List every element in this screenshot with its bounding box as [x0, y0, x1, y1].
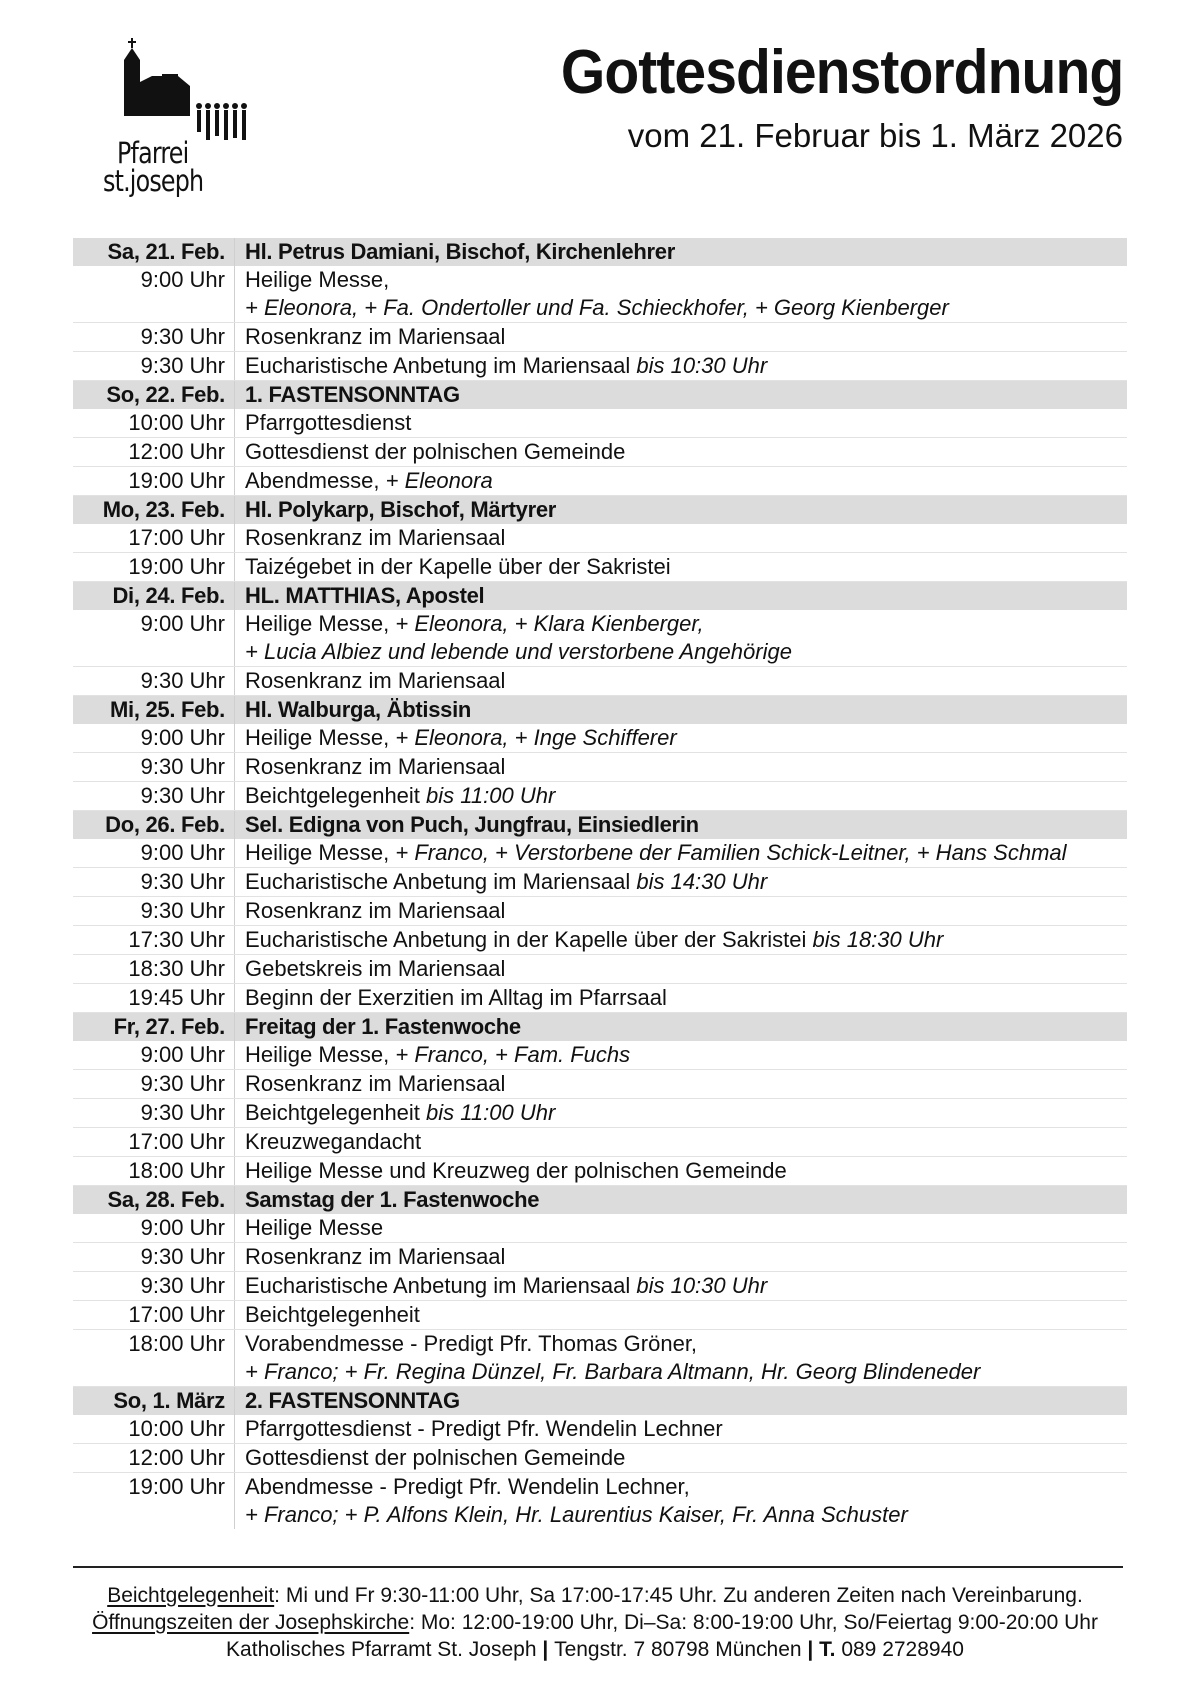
event-note: + Eleonora, + Inge Schifferer — [395, 725, 677, 750]
page-title: Gottesdienstordnung — [560, 38, 1123, 107]
day-header-row — [73, 496, 1127, 525]
event-line — [245, 1099, 1127, 1127]
event-text: Pfarrgottesdienst - Predigt Pfr. Wendelin Lechner — [245, 1416, 723, 1441]
event-row — [73, 1301, 1127, 1330]
event-line — [245, 1473, 1127, 1501]
event-time: 9:30 Uhr — [73, 1243, 235, 1272]
event-time: 9:30 Uhr — [73, 1099, 235, 1128]
event-line — [245, 409, 1127, 437]
footer-phone-label: T. — [819, 1638, 836, 1661]
event-text: Heilige Messe, — [245, 611, 390, 636]
day-date: Fr, 27. Feb. — [73, 1013, 235, 1042]
event-line — [245, 667, 1127, 695]
footer-contact — [0, 1636, 1190, 1663]
event-time: 17:00 Uhr — [73, 1128, 235, 1157]
event-line — [245, 868, 1127, 896]
event-text: Pfarrgottesdienst — [245, 410, 412, 435]
event-intentions: + Lucia Albiez und lebende und verstorbene Angehörige — [245, 639, 792, 664]
event-row — [73, 984, 1127, 1013]
footer-divider — [73, 1566, 1123, 1568]
event-row — [73, 1415, 1127, 1444]
event-line — [245, 1041, 1127, 1069]
day-title: Hl. Petrus Damiani, Bischof, Kirchenlehrer — [235, 238, 1128, 266]
event-line — [245, 984, 1127, 1012]
event-text: Taizégebet in der Kapelle über der Sakristei — [245, 554, 671, 579]
event-description — [235, 1444, 1128, 1473]
day-title: 2. FASTENSONNTAG — [235, 1387, 1128, 1416]
event-description — [235, 1157, 1128, 1186]
event-row — [73, 1041, 1127, 1070]
day-header-row — [73, 811, 1127, 840]
event-row — [73, 753, 1127, 782]
event-row — [73, 610, 1127, 667]
event-line — [245, 782, 1127, 810]
event-description — [235, 897, 1128, 926]
event-row — [73, 352, 1127, 381]
event-text: Rosenkranz im Mariensaal — [245, 1244, 506, 1269]
event-row — [73, 1473, 1127, 1530]
day-title: Hl. Polykarp, Bischof, Märtyrer — [235, 496, 1128, 525]
event-time: 9:00 Uhr — [73, 724, 235, 753]
event-description — [235, 1128, 1128, 1157]
event-row — [73, 667, 1127, 696]
event-note: bis 11:00 Uhr — [426, 1100, 556, 1125]
event-line — [245, 352, 1127, 380]
event-time: 9:30 Uhr — [73, 1272, 235, 1301]
event-description — [235, 724, 1128, 753]
event-line — [245, 926, 1127, 954]
event-description — [235, 1243, 1128, 1272]
event-text: Heilige Messe und Kreuzweg der polnischen Gemeinde — [245, 1158, 787, 1183]
event-row — [73, 1444, 1127, 1473]
day-title: Samstag der 1. Fastenwoche — [235, 1186, 1128, 1215]
event-time: 9:00 Uhr — [73, 1214, 235, 1243]
event-time: 17:30 Uhr — [73, 926, 235, 955]
event-note: bis 18:30 Uhr — [812, 927, 944, 952]
event-intentions: + Eleonora, + Fa. Ondertoller und Fa. Schieckhofer, + Georg Kienberger — [245, 295, 949, 320]
event-description — [235, 524, 1128, 553]
event-line — [245, 955, 1127, 983]
event-text: Eucharistische Anbetung im Mariensaal — [245, 869, 631, 894]
event-row — [73, 323, 1127, 352]
event-row — [73, 467, 1127, 496]
day-header-row — [73, 582, 1127, 611]
event-row — [73, 409, 1127, 438]
event-text: Kreuzwegandacht — [245, 1129, 422, 1154]
parish-logo — [100, 36, 280, 206]
event-time: 17:00 Uhr — [73, 524, 235, 553]
event-line — [245, 1157, 1127, 1185]
day-title: Hl. Walburga, Äbtissin — [235, 696, 1128, 725]
event-line — [245, 1070, 1127, 1098]
event-text: Rosenkranz im Mariensaal — [245, 754, 506, 779]
event-line — [245, 1243, 1127, 1271]
event-text: Heilige Messe, — [245, 725, 390, 750]
event-time: 19:00 Uhr — [73, 467, 235, 496]
event-description — [235, 926, 1128, 955]
event-description — [235, 955, 1128, 984]
event-time: 9:30 Uhr — [73, 782, 235, 811]
event-time: 9:00 Uhr — [73, 266, 235, 323]
event-description — [235, 1099, 1128, 1128]
logo-text-stjoseph: st.joseph — [103, 164, 204, 198]
event-note: + Franco, + Fam. Fuchs — [395, 1042, 631, 1067]
event-row — [73, 1330, 1127, 1387]
event-description — [235, 266, 1128, 323]
day-date: Sa, 28. Feb. — [73, 1186, 235, 1215]
event-line — [245, 1128, 1127, 1156]
event-row — [73, 1099, 1127, 1128]
event-description — [235, 1473, 1128, 1530]
event-line — [245, 1415, 1127, 1443]
footer-confession — [0, 1582, 1190, 1609]
event-text: Vorabendmesse - Predigt Pfr. Thomas Gröner, — [245, 1331, 698, 1356]
event-time: 17:00 Uhr — [73, 1301, 235, 1330]
event-text: Eucharistische Anbetung im Mariensaal — [245, 1273, 631, 1298]
event-time: 19:00 Uhr — [73, 553, 235, 582]
event-line — [245, 724, 1127, 752]
event-note: bis 10:30 Uhr — [636, 1273, 768, 1298]
footer-office-label: Katholisches Pfarramt St. Joseph — [226, 1638, 537, 1661]
event-text: Beichtgelegenheit — [245, 1302, 420, 1327]
event-time: 10:00 Uhr — [73, 1415, 235, 1444]
day-title: HL. MATTHIAS, Apostel — [235, 582, 1128, 611]
event-text: Beichtgelegenheit — [245, 1100, 420, 1125]
event-line — [245, 467, 1127, 495]
event-text: Rosenkranz im Mariensaal — [245, 668, 506, 693]
event-time: 9:30 Uhr — [73, 323, 235, 352]
event-time: 12:00 Uhr — [73, 438, 235, 467]
footer-address: Tengstr. 7 80798 München — [554, 1638, 802, 1661]
event-text: Rosenkranz im Mariensaal — [245, 898, 506, 923]
event-time: 9:30 Uhr — [73, 753, 235, 782]
event-time: 9:30 Uhr — [73, 897, 235, 926]
footer-opening-hours — [0, 1609, 1190, 1636]
day-header-row — [73, 1186, 1127, 1215]
event-description — [235, 868, 1128, 897]
day-date: Mo, 23. Feb. — [73, 496, 235, 525]
event-description — [235, 323, 1128, 352]
event-row — [73, 955, 1127, 984]
event-description — [235, 1415, 1128, 1444]
day-title: 1. FASTENSONNTAG — [235, 381, 1128, 410]
event-line — [245, 839, 1127, 867]
day-header-row — [73, 696, 1127, 725]
event-time: 10:00 Uhr — [73, 409, 235, 438]
event-row — [73, 553, 1127, 582]
page-subtitle: vom 21. Februar bis 1. März 2026 — [627, 117, 1123, 154]
event-row — [73, 724, 1127, 753]
footer-separator: | — [536, 1638, 555, 1661]
event-description — [235, 753, 1128, 782]
event-description — [235, 610, 1128, 667]
event-time: 18:00 Uhr — [73, 1157, 235, 1186]
event-text: Gottesdienst der polnischen Gemeinde — [245, 1445, 626, 1470]
event-description — [235, 1301, 1128, 1330]
event-row — [73, 868, 1127, 897]
day-date: Sa, 21. Feb. — [73, 238, 235, 266]
day-header-row — [73, 238, 1127, 266]
event-description — [235, 553, 1128, 582]
event-row — [73, 266, 1127, 323]
event-line — [245, 323, 1127, 351]
event-time: 9:30 Uhr — [73, 352, 235, 381]
event-line — [245, 553, 1127, 581]
event-line — [245, 1301, 1127, 1329]
event-description — [235, 1041, 1128, 1070]
event-line — [245, 524, 1127, 552]
event-intentions: + Franco; + Fr. Regina Dünzel, Fr. Barbara Altmann, Hr. Georg Blindeneder — [245, 1359, 981, 1384]
schedule-table — [73, 238, 1127, 1529]
event-text: Beginn der Exerzitien im Alltag im Pfarrsaal — [245, 985, 667, 1010]
event-row — [73, 1243, 1127, 1272]
event-time: 9:00 Uhr — [73, 1041, 235, 1070]
event-row — [73, 897, 1127, 926]
event-line — [245, 266, 1127, 294]
day-date: Di, 24. Feb. — [73, 582, 235, 611]
event-description — [235, 352, 1128, 381]
event-description — [235, 984, 1128, 1013]
event-time: 9:30 Uhr — [73, 1070, 235, 1099]
event-description — [235, 839, 1128, 868]
event-line — [245, 1330, 1127, 1358]
event-text: Heilige Messe — [245, 1215, 384, 1240]
event-text: Eucharistische Anbetung in der Kapelle über der Sakristei — [245, 927, 807, 952]
event-line — [245, 610, 1127, 638]
event-row — [73, 782, 1127, 811]
event-time: 9:30 Uhr — [73, 868, 235, 897]
event-description — [235, 1330, 1128, 1387]
event-text: Rosenkranz im Mariensaal — [245, 1071, 506, 1096]
event-time: 19:45 Uhr — [73, 984, 235, 1013]
event-description — [235, 1272, 1128, 1301]
event-text: Heilige Messe, — [245, 840, 390, 865]
day-header-row — [73, 381, 1127, 410]
event-time: 12:00 Uhr — [73, 1444, 235, 1473]
footer-phone: 089 2728940 — [835, 1638, 964, 1661]
event-line — [245, 753, 1127, 781]
event-text: Abendmesse - Predigt Pfr. Wendelin Lechner, — [245, 1474, 690, 1499]
event-line — [245, 1444, 1127, 1472]
event-line — [245, 897, 1127, 925]
event-line — [245, 1214, 1127, 1242]
event-text: Eucharistische Anbetung im Mariensaal — [245, 353, 631, 378]
event-line — [245, 438, 1127, 466]
event-note: bis 14:30 Uhr — [636, 869, 768, 894]
event-row — [73, 1128, 1127, 1157]
event-time: 18:00 Uhr — [73, 1330, 235, 1387]
event-description — [235, 1070, 1128, 1099]
event-note: + Franco, + Verstorbene der Familien Schick-Leitner, + Hans Schmal — [395, 840, 1067, 865]
logo-text-pfarrei: Pfarrei — [117, 136, 189, 170]
footer-confession-label: Beichtgelegenheit — [107, 1584, 275, 1607]
day-title: Sel. Edigna von Puch, Jungfrau, Einsiedlerin — [235, 811, 1128, 840]
event-row — [73, 1214, 1127, 1243]
event-note: + Eleonora, + Klara Kienberger, — [395, 611, 704, 636]
event-time: 19:00 Uhr — [73, 1473, 235, 1530]
event-time: 18:30 Uhr — [73, 955, 235, 984]
footer-confession-text: : Mi und Fr 9:30-11:00 Uhr, Sa 17:00-17:45 Uhr. Zu anderen Zeiten nach Vereinbarung. — [274, 1584, 1083, 1607]
event-time: 9:00 Uhr — [73, 610, 235, 667]
event-text: Rosenkranz im Mariensaal — [245, 324, 506, 349]
event-description — [235, 667, 1128, 696]
day-title: Freitag der 1. Fastenwoche — [235, 1013, 1128, 1042]
footer-hours-label: Öffnungszeiten der Josephskirche — [92, 1611, 410, 1634]
event-note: bis 10:30 Uhr — [636, 353, 768, 378]
event-row — [73, 1157, 1127, 1186]
event-intentions: + Franco; + P. Alfons Klein, Hr. Laurentius Kaiser, Fr. Anna Schuster — [245, 1502, 908, 1527]
event-description — [235, 409, 1128, 438]
event-text: Gebetskreis im Mariensaal — [245, 956, 506, 981]
event-text: Gottesdienst der polnischen Gemeinde — [245, 439, 626, 464]
event-text: Heilige Messe, — [245, 1042, 390, 1067]
event-time: 9:30 Uhr — [73, 667, 235, 696]
event-row — [73, 926, 1127, 955]
day-date: Mi, 25. Feb. — [73, 696, 235, 725]
day-header-row — [73, 1387, 1127, 1416]
church-icon — [100, 36, 260, 146]
event-description — [235, 782, 1128, 811]
event-description — [235, 438, 1128, 467]
event-row — [73, 438, 1127, 467]
day-header-row — [73, 1013, 1127, 1042]
event-row — [73, 839, 1127, 868]
event-text: Heilige Messe, — [245, 267, 390, 292]
event-line — [245, 1272, 1127, 1300]
event-text: Rosenkranz im Mariensaal — [245, 525, 506, 550]
event-time: 9:00 Uhr — [73, 839, 235, 868]
event-row — [73, 1272, 1127, 1301]
day-date: So, 1. März — [73, 1387, 235, 1416]
event-note: + Eleonora — [385, 468, 493, 493]
day-date: Do, 26. Feb. — [73, 811, 235, 840]
event-text: Beichtgelegenheit — [245, 783, 420, 808]
event-row — [73, 524, 1127, 553]
day-date: So, 22. Feb. — [73, 381, 235, 410]
event-row — [73, 1070, 1127, 1099]
footer-separator: | — [801, 1638, 820, 1661]
event-description — [235, 467, 1128, 496]
footer-hours-text: : Mo: 12:00-19:00 Uhr, Di–Sa: 8:00-19:00 Uhr, So/Feiertag 9:00-20:00 Uhr — [409, 1611, 1098, 1634]
event-note: bis 11:00 Uhr — [426, 783, 556, 808]
event-text: Abendmesse, — [245, 468, 380, 493]
event-description — [235, 1214, 1128, 1243]
